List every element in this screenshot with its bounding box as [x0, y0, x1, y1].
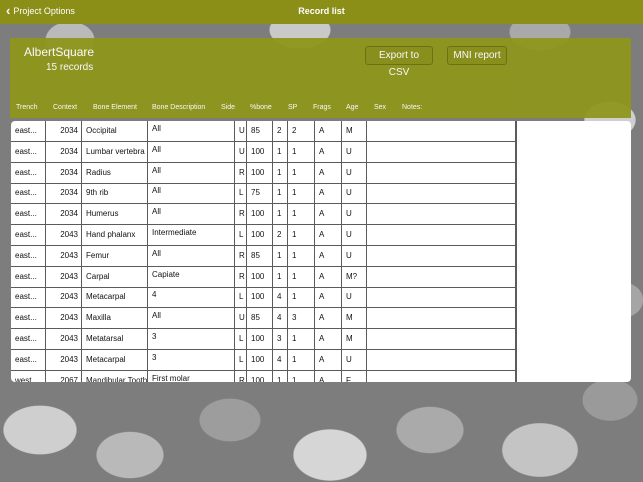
cell-side[interactable]: L	[235, 329, 247, 349]
cell-sp[interactable]: 3	[273, 329, 288, 349]
cell-context[interactable]: 2043	[46, 329, 82, 349]
header-age: Age	[346, 104, 359, 111]
cell-age[interactable]: A	[315, 371, 342, 382]
cell-trench[interactable]: east...	[11, 225, 46, 245]
cell-age[interactable]: A	[315, 267, 342, 287]
cell-sex[interactable]: U	[342, 142, 367, 162]
project-name: AlbertSquare	[24, 45, 95, 59]
cell-side[interactable]: U	[235, 142, 247, 162]
cell-bone-element[interactable]: Humerus	[82, 204, 148, 224]
cell-age[interactable]: A	[315, 225, 342, 245]
cell-notes[interactable]	[367, 246, 516, 266]
header-percent-bone: %bone	[250, 104, 272, 111]
cell-side[interactable]: L	[235, 350, 247, 370]
cell-bone-element[interactable]: Metatarsal	[82, 329, 148, 349]
cell-frags[interactable]: 1	[288, 329, 315, 349]
table-row[interactable]	[11, 329, 516, 350]
cell-age[interactable]: A	[315, 287, 342, 307]
cell-notes[interactable]	[367, 308, 516, 328]
cell-frags[interactable]: 1	[288, 142, 315, 162]
cell-frags[interactable]: 1	[288, 371, 315, 382]
cell-bone-description[interactable]: Intermediate	[148, 225, 235, 245]
cell-notes[interactable]	[367, 121, 516, 141]
cell-side[interactable]: U	[235, 121, 247, 141]
cell-sp[interactable]: 1	[273, 204, 288, 224]
cell-trench[interactable]: east...	[11, 246, 46, 266]
table-row[interactable]	[11, 350, 516, 371]
cell-frags[interactable]: 1	[288, 225, 315, 245]
cell-frags[interactable]: 1	[288, 267, 315, 287]
cell-frags[interactable]: 3	[288, 308, 315, 328]
cell-trench[interactable]: east...	[11, 142, 46, 162]
record-count: 15 records	[46, 62, 94, 73]
cell-sex[interactable]: M	[342, 121, 367, 141]
cell-context[interactable]: 2034	[46, 121, 82, 141]
cell-notes[interactable]	[367, 183, 516, 203]
cell-context[interactable]: 2043	[46, 287, 82, 307]
cell-side[interactable]: R	[235, 371, 247, 382]
cell-notes[interactable]	[367, 371, 516, 382]
table-row[interactable]	[11, 204, 516, 225]
cell-percent-bone[interactable]: 85	[247, 121, 273, 141]
cell-side[interactable]: L	[235, 287, 247, 307]
cell-age[interactable]: A	[315, 142, 342, 162]
cell-bone-description[interactable]: Capiate	[148, 267, 235, 287]
cell-notes[interactable]	[367, 350, 516, 370]
cell-percent-bone[interactable]: 100	[247, 204, 273, 224]
cell-trench[interactable]: east...	[11, 308, 46, 328]
cell-sp[interactable]: 4	[273, 308, 288, 328]
chevron-left-icon: ‹	[6, 3, 11, 18]
cell-sex[interactable]: U	[342, 225, 367, 245]
table-row[interactable]	[11, 225, 516, 246]
cell-trench[interactable]: east...	[11, 287, 46, 307]
export-csv-button[interactable]: Export to CSV	[365, 46, 433, 65]
page-title: Record list	[298, 6, 345, 16]
cell-bone-element[interactable]: Maxilla	[82, 308, 148, 328]
cell-sex[interactable]: M	[342, 329, 367, 349]
table-row[interactable]	[11, 308, 516, 329]
cell-context[interactable]: 2034	[46, 183, 82, 203]
cell-age[interactable]: A	[315, 183, 342, 203]
cell-percent-bone[interactable]: 100	[247, 163, 273, 183]
cell-context[interactable]: 2067	[46, 371, 82, 382]
header-side: Side	[221, 104, 236, 111]
cell-sex[interactable]: U	[342, 350, 367, 370]
cell-frags[interactable]: 1	[288, 350, 315, 370]
table-divider	[516, 121, 517, 382]
cell-frags[interactable]: 1	[288, 183, 315, 203]
cell-context[interactable]: 2034	[46, 163, 82, 183]
cell-trench[interactable]: west...	[11, 371, 46, 382]
table-row[interactable]	[11, 163, 516, 184]
cell-context[interactable]: 2043	[46, 225, 82, 245]
cell-trench[interactable]: east...	[11, 163, 46, 183]
cell-sp[interactable]: 1	[273, 246, 288, 266]
cell-bone-element[interactable]: Radius	[82, 163, 148, 183]
cell-context[interactable]: 2043	[46, 308, 82, 328]
cell-side[interactable]: L	[235, 225, 247, 245]
cell-sex[interactable]: M	[342, 308, 367, 328]
cell-percent-bone[interactable]: 100	[247, 142, 273, 162]
cell-side[interactable]: R	[235, 246, 247, 266]
cell-side[interactable]: L	[235, 183, 247, 203]
cell-sp[interactable]: 1	[273, 163, 288, 183]
cell-context[interactable]: 2034	[46, 142, 82, 162]
cell-sp[interactable]: 1	[273, 371, 288, 382]
column-headers	[10, 104, 631, 116]
cell-age[interactable]: A	[315, 329, 342, 349]
cell-notes[interactable]	[367, 204, 516, 224]
table-row[interactable]	[11, 267, 516, 288]
project-header-panel	[10, 38, 631, 118]
cell-bone-description[interactable]: All	[148, 163, 235, 183]
cell-sex[interactable]: U	[342, 163, 367, 183]
cell-bone-element[interactable]: Hand phalanx	[82, 225, 148, 245]
cell-bone-element[interactable]: Femur	[82, 246, 148, 266]
cell-sp[interactable]: 4	[273, 350, 288, 370]
cell-frags[interactable]: 1	[288, 163, 315, 183]
cell-bone-description[interactable]: All	[148, 142, 235, 162]
header-bone-element: Bone Element	[93, 104, 137, 111]
cell-bone-description[interactable]: 3	[148, 350, 235, 370]
cell-trench[interactable]: east...	[11, 183, 46, 203]
cell-bone-description[interactable]: First molar	[148, 371, 235, 382]
cell-side[interactable]: R	[235, 204, 247, 224]
cell-age[interactable]: A	[315, 350, 342, 370]
table-row[interactable]	[11, 371, 516, 382]
cell-notes[interactable]	[367, 142, 516, 162]
cell-sex[interactable]: U	[342, 204, 367, 224]
cell-age[interactable]: A	[315, 163, 342, 183]
cell-bone-element[interactable]: Metacarpal	[82, 350, 148, 370]
cell-trench[interactable]: east...	[11, 329, 46, 349]
cell-age[interactable]: A	[315, 308, 342, 328]
cell-percent-bone[interactable]: 100	[247, 287, 273, 307]
header-notes: Notes:	[402, 104, 423, 111]
cell-sex[interactable]: U	[342, 287, 367, 307]
cell-percent-bone[interactable]: 75	[247, 183, 273, 203]
cell-notes[interactable]	[367, 329, 516, 349]
cell-bone-description[interactable]: All	[148, 121, 235, 141]
cell-frags[interactable]: 2	[288, 121, 315, 141]
header-trench: Trench	[16, 104, 38, 111]
cell-percent-bone[interactable]: 100	[247, 329, 273, 349]
cell-notes[interactable]	[367, 225, 516, 245]
cell-age[interactable]: A	[315, 204, 342, 224]
cell-percent-bone[interactable]: 100	[247, 267, 273, 287]
cell-sex[interactable]: M?	[342, 267, 367, 287]
cell-trench[interactable]: east...	[11, 350, 46, 370]
cell-trench[interactable]: east...	[11, 267, 46, 287]
cell-bone-description[interactable]: All	[148, 204, 235, 224]
cell-sp[interactable]: 4	[273, 287, 288, 307]
cell-context[interactable]: 2034	[46, 204, 82, 224]
cell-bone-description[interactable]: 4	[148, 287, 235, 307]
cell-percent-bone[interactable]: 100	[247, 371, 273, 382]
cell-side[interactable]: R	[235, 163, 247, 183]
cell-sex[interactable]: F	[342, 371, 367, 382]
header-context: Context	[53, 104, 78, 111]
cell-sp[interactable]: 1	[273, 142, 288, 162]
cell-percent-bone[interactable]: 85	[247, 308, 273, 328]
cell-percent-bone[interactable]: 100	[247, 350, 273, 370]
table-row[interactable]	[11, 183, 516, 204]
cell-frags[interactable]: 1	[288, 246, 315, 266]
cell-sex[interactable]: U	[342, 183, 367, 203]
cell-bone-element[interactable]: Carpal	[82, 267, 148, 287]
cell-context[interactable]: 2043	[46, 267, 82, 287]
cell-context[interactable]: 2043	[46, 246, 82, 266]
cell-bone-description[interactable]: All	[148, 308, 235, 328]
cell-bone-description[interactable]: All	[148, 246, 235, 266]
cell-sp[interactable]: 2	[273, 225, 288, 245]
cell-bone-description[interactable]: All	[148, 183, 235, 203]
table-row[interactable]	[11, 287, 516, 308]
cell-notes[interactable]	[367, 287, 516, 307]
cell-notes[interactable]	[367, 163, 516, 183]
cell-trench[interactable]: east...	[11, 204, 46, 224]
cell-sp[interactable]: 1	[273, 183, 288, 203]
cell-percent-bone[interactable]: 100	[247, 225, 273, 245]
cell-trench[interactable]: east...	[11, 121, 46, 141]
cell-bone-element[interactable]: Occipital	[82, 121, 148, 141]
cell-percent-bone[interactable]: 85	[247, 246, 273, 266]
cell-bone-element[interactable]: 9th rib	[82, 183, 148, 203]
cell-side[interactable]: R	[235, 267, 247, 287]
cell-frags[interactable]: 1	[288, 204, 315, 224]
cell-notes[interactable]	[367, 267, 516, 287]
record-table[interactable]	[11, 121, 631, 382]
cell-bone-element[interactable]: Mandibular Tooth	[82, 371, 148, 382]
cell-sp[interactable]: 2	[273, 121, 288, 141]
mni-report-button[interactable]: MNI report	[447, 46, 507, 65]
cell-context[interactable]: 2043	[46, 350, 82, 370]
cell-bone-element[interactable]: Metacarpal	[82, 287, 148, 307]
header-sex: Sex	[374, 104, 387, 111]
navigation-bar	[0, 0, 643, 24]
header-frags: Frags	[313, 104, 331, 111]
cell-bone-description[interactable]: 3	[148, 329, 235, 349]
table-row[interactable]	[11, 142, 516, 163]
cell-age[interactable]: A	[315, 246, 342, 266]
cell-side[interactable]: U	[235, 308, 247, 328]
header-bone-description: Bone Description	[152, 104, 206, 111]
back-label: Project Options	[13, 6, 75, 16]
cell-sp[interactable]: 1	[273, 267, 288, 287]
cell-frags[interactable]: 1	[288, 287, 315, 307]
header-sp: SP	[288, 104, 298, 111]
table-row[interactable]	[11, 246, 516, 267]
cell-age[interactable]: A	[315, 121, 342, 141]
cell-sex[interactable]: U	[342, 246, 367, 266]
table-row[interactable]	[11, 121, 516, 142]
cell-bone-element[interactable]: Lumbar vertebra	[82, 142, 148, 162]
